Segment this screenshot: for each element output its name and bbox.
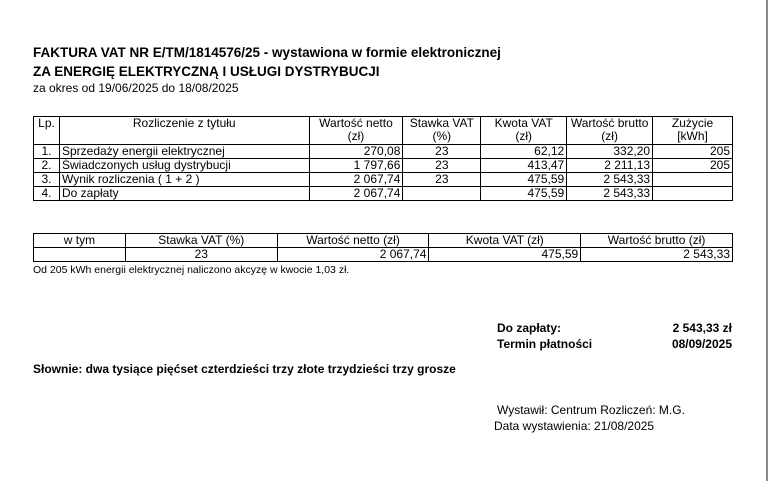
summary-label (34, 248, 126, 262)
row-usage (653, 187, 733, 201)
summary-net-header: Wartość netto (zł) (277, 234, 429, 248)
col-usage-header: Zużycie [kWh] (653, 117, 733, 145)
row-lp: 1. (34, 145, 60, 159)
row-gross: 2 543,33 (567, 173, 653, 187)
row-vat-amount: 413,47 (481, 159, 567, 173)
summary-vat-amount-header: Kwota VAT (zł) (429, 234, 581, 248)
issued-by: Wystawił: Centrum Rozliczeń: M.G. (497, 403, 685, 417)
summary-net: 2 067,74 (277, 248, 429, 262)
row-net: 1 797,66 (309, 159, 403, 173)
row-net: 2 067,74 (309, 187, 403, 201)
vat-summary-table (33, 233, 733, 262)
row-vat-amount: 475,59 (481, 173, 567, 187)
summary-vat-rate: 23 (125, 248, 277, 262)
col-vat-amount-header: Kwota VAT (zł) (481, 117, 567, 145)
col-gross-header: Wartość brutto (zł) (567, 117, 653, 145)
due-date-label: Termin płatności (497, 337, 593, 351)
row-desc: Wynik rozliczenia ( 1 + 2 ) (59, 173, 309, 187)
col-vat-rate-header: Stawka VAT (%) (403, 117, 481, 145)
table-row (34, 159, 733, 173)
row-lp: 2. (34, 159, 60, 173)
row-lp: 3. (34, 173, 60, 187)
row-gross: 2 543,33 (567, 187, 653, 201)
row-vat-rate: 23 (403, 159, 481, 173)
row-vat-amount: 62,12 (481, 145, 567, 159)
billing-period: za okres od 19/06/2025 do 18/08/2025 (33, 81, 239, 95)
row-gross: 332,20 (567, 145, 653, 159)
row-vat-rate (403, 187, 481, 201)
invoice-title: FAKTURA VAT NR E/TM/1814576/25 - wystawiona w formie elektronicznej (33, 45, 501, 60)
row-desc: Świadczonych usług dystrybucji (59, 159, 309, 173)
summary-gross: 2 543,33 (581, 248, 733, 262)
summary-header-row (34, 234, 733, 248)
amount-due-value: 2 543,33 zł (672, 321, 732, 335)
row-vat-amount: 475,59 (481, 187, 567, 201)
invoice-subtitle: ZA ENERGIĘ ELEKTRYCZNĄ I USŁUGI DYSTRYBUCJI (33, 64, 380, 79)
summary-row (34, 248, 733, 262)
excise-note: Od 205 kWh energii elektrycznej naliczono akcyzę w kwocie 1,03 zł. (33, 264, 350, 276)
summary-vat-amount: 475,59 (429, 248, 581, 262)
row-net: 270,08 (309, 145, 403, 159)
col-net-header: Wartość netto (zł) (309, 117, 403, 145)
summary-gross-header: Wartość brutto (zł) (581, 234, 733, 248)
row-desc: Sprzedaży energii elektrycznej (59, 145, 309, 159)
summary-label-header: w tym (34, 234, 126, 248)
table-row (34, 173, 733, 187)
amount-in-words: Słownie: dwa tysiące pięćset czterdzieści trzy złote trzydzieści trzy grosze (33, 362, 456, 376)
row-usage: 205 (653, 145, 733, 159)
row-lp: 4. (34, 187, 60, 201)
issue-date: Data wystawienia: 21/08/2025 (494, 419, 655, 433)
table-row (34, 145, 733, 159)
table-row (34, 187, 733, 201)
col-desc-header: Rozliczenie z tytułu (59, 117, 309, 145)
row-vat-rate: 23 (403, 145, 481, 159)
amount-due-label: Do zapłaty: (497, 321, 562, 335)
row-desc: Do zapłaty (59, 187, 309, 201)
summary-vat-rate-header: Stawka VAT (%) (125, 234, 277, 248)
col-lp-header: Lp. (34, 117, 60, 145)
due-date-value: 08/09/2025 (671, 337, 732, 351)
row-net: 2 067,74 (309, 173, 403, 187)
table-header-row (34, 117, 733, 145)
row-vat-rate: 23 (403, 173, 481, 187)
row-usage: 205 (653, 159, 733, 173)
settlement-table (33, 116, 733, 201)
row-gross: 2 211,13 (567, 159, 653, 173)
row-usage (653, 173, 733, 187)
